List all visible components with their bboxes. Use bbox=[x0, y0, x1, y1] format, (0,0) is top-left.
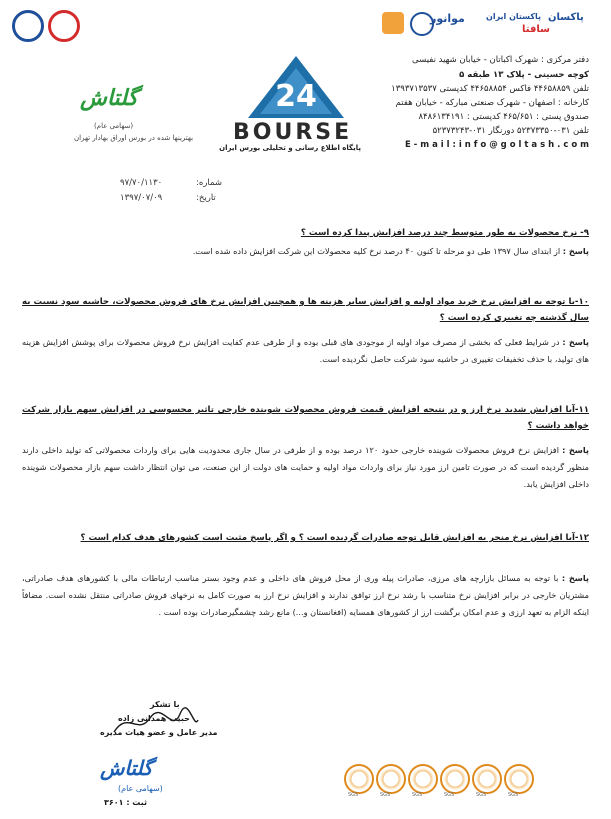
answer-text: افزایش نرخ فروش محصولات شوینده خارجی حدود ۱۲۰ درصد بوده و از طرفی در سال جاری محدودیت هایی برای واردات محصولاتی که تولید داخلی دارند منظور گردیده است که در صورت تامین ارز مورد نیاز برای واردات مواد اولیه و حمایت های دولت از این صنعت، می توان انتظار داشت سهم بازار محصولات شوینده داخلی افزایش یابد. bbox=[22, 445, 589, 489]
signature-title: مدیر عامل و عضو هیات مدیره bbox=[100, 728, 218, 737]
answer-text: در شرایط فعلی که بخشی از مصرف مواد اولیه از موجودی های قبلی بوده و از طرفی عدم کفایت افزایش نرخ فروش محصولات برای پوشش افزایش هزینه های تولید، با حذف تخفیفات تغییری در حاشیه سود شرکت حاصل نگردیده است. bbox=[22, 337, 589, 364]
question-10: ۱۰-با توجه به افزایش نرخ خرید مواد اولیه و افزایش سایر هزینه ها و همچنین افزایش نرخ های فروش محصولات، حاشیه سود نسبت به سال گذشته چه تغییری کرده است ؟ bbox=[22, 297, 589, 323]
signature-name: حبیب همدانی زاده bbox=[118, 714, 190, 723]
sgs-certification-badge-icon bbox=[408, 764, 438, 798]
letter-number-label: شماره: bbox=[196, 178, 223, 188]
handwritten-signature-icon bbox=[110, 706, 200, 740]
bourse-logo-icon bbox=[246, 54, 346, 120]
contact-email[interactable]: E - m a i l : i n f o @ g o l t a s h . c o m bbox=[405, 140, 589, 150]
sgs-certification-badge-icon bbox=[504, 764, 534, 798]
letter-date-value: ۱۳۹۷/۰۷/۰۹ bbox=[120, 193, 163, 203]
answer-9 bbox=[22, 243, 589, 260]
answer-label: پاسخ : bbox=[562, 246, 589, 256]
registration-number: ثبت : ۳۶۰۱ bbox=[104, 798, 148, 807]
cert-label: SGS bbox=[412, 792, 423, 798]
letter-number-value: ۹۷/۷۰/۱۱۳۰ bbox=[120, 178, 163, 188]
brand-sab-logo: پاکسان bbox=[548, 12, 584, 23]
contact-phones: تلفن ۴۴۶۵۸۸۵۹ فاکس ۴۴۶۵۸۸۵۴ کدپستی ۱۳۹۳۷۱۳۵۳۷ bbox=[391, 84, 589, 94]
sgs-certification-badge-icon bbox=[376, 764, 406, 798]
contact-factory: کارخانه : اصفهان - شهرک صنعتی مبارکه - خیابان هفتم bbox=[395, 98, 589, 108]
contact-pobox: صندوق پستی : ۴۶۵/۶۵۱ کدپستی : ۸۴۸۶۱۳۴۱۹۱ bbox=[418, 112, 589, 122]
question-11: ۱۱-آیا افزایش شدید نرخ ارز و در نتیجه افزایش قیمت فروش محصولات شوینده خارجی تاثیر محسوسی در افزایش سهم بازار شرکت خواهد داشت ؟ bbox=[22, 405, 589, 431]
iso-badge-icon bbox=[12, 10, 44, 42]
sgs-certification-badge-icon bbox=[344, 764, 374, 798]
brand-pakistan-logo: پاکستان ایران bbox=[486, 12, 541, 21]
bourse-caption: پایگاه اطلاع رسانی و تحلیلی بورس ایران bbox=[219, 144, 361, 152]
brand-sab-sub: سافتا bbox=[522, 24, 550, 35]
globe-brand-icon bbox=[410, 12, 434, 36]
answer-12 bbox=[22, 570, 589, 621]
orange-brand-icon bbox=[382, 12, 404, 34]
svg-text:24: 24 bbox=[275, 79, 317, 114]
contact-alley: کوچه حسینی - پلاک ۱۳ طبقه ۵ bbox=[459, 70, 589, 80]
answer-label: پاسخ : bbox=[561, 573, 589, 583]
standard-badge-icon bbox=[48, 10, 80, 42]
answer-label: پاسخ : bbox=[562, 445, 589, 455]
brand-mahvir-logo: موانور bbox=[430, 12, 465, 25]
goltash-type: (سهامی عام) bbox=[94, 122, 134, 130]
sgs-certification-badge-icon bbox=[472, 764, 502, 798]
contact-factory-phone: تلفن ۰۳۱-۵۲۳۷۳۳۵۰ دورنگار ۰۳۱-۵۲۳۷۳۲۴۳ bbox=[432, 126, 589, 136]
question-9: ۹- نرخ محصولات به طور متوسط چند درصد افزایش پیدا کرده است ؟ bbox=[300, 228, 589, 238]
answer-text: با توجه به مسائل بازارچه های مرزی، صادرات پیله وری از محل فروش های داخلی و عدم وجود بستر مناسب ارتباطات مالی با کشورهای هدف صادراتی، مشتریان خارجی در برابر افزایش نرخ متناسب با رشد نرخ ارز توافق ندارند و افزایش نرخ ارز به صورت کامل به نرخهای فروش صادراتی منتقل نشده است. مضافاً اینکه الزام به تعهد ارزی و عدم امکان برگشت ارز از کشورهای همسایه (افغانستان و...) مانع رشد چشمگیرصادرات بوده است . bbox=[22, 573, 589, 617]
stamp-type: (سهامی عام) bbox=[118, 784, 163, 793]
contact-office: دفتر مرکزی : شهرک اکباتان - خیابان شهید نفیسی bbox=[412, 55, 589, 65]
cert-label: SGS bbox=[380, 792, 391, 798]
answer-label: پاسخ : bbox=[562, 337, 589, 347]
sgs-certification-badge-icon bbox=[440, 764, 470, 798]
goltash-tagline: بهترینها شده در بورس اوراق بهادار تهران bbox=[74, 134, 194, 142]
question-12: ۱۲-آیا افزایش نرخ منجر به افزایش قابل توجه صادرات گردیده است ؟ و اگر پاسخ مثبت است کشورهای هدف کدام است ؟ bbox=[80, 533, 589, 543]
letter-date-label: تاریخ: bbox=[196, 193, 216, 203]
answer-10 bbox=[22, 334, 589, 368]
cert-label: SGS bbox=[444, 792, 455, 798]
signature-thanks: با تشکر bbox=[150, 700, 180, 709]
answer-11 bbox=[22, 442, 589, 493]
cert-label: SGS bbox=[508, 792, 519, 798]
answer-text: از ابتدای سال ۱۳۹۷ طی دو مرحله تا کنون ۴۰ درصد نرخ کلیه محصولات این شرکت افزایش داده شده است. bbox=[192, 246, 561, 256]
bourse-logo-text: BOURSE bbox=[233, 120, 353, 145]
cert-label: SGS bbox=[348, 792, 359, 798]
goltash-logo: گلتاش bbox=[80, 86, 138, 111]
cert-label: SGS bbox=[476, 792, 487, 798]
stamp-goltash-logo: گلتاش bbox=[100, 756, 153, 780]
